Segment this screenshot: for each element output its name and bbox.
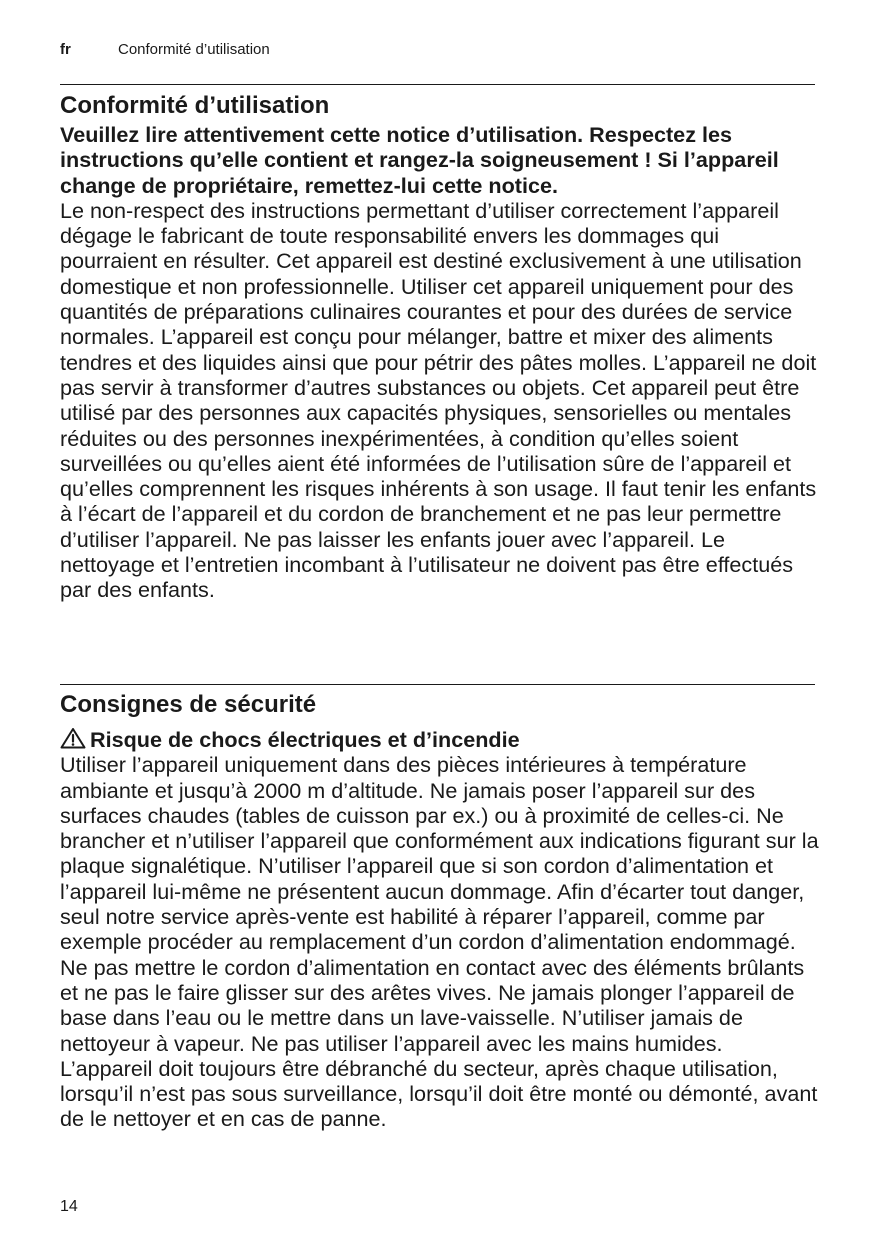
section-body-securite	[60, 727, 820, 1132]
header-divider	[60, 84, 815, 85]
warning-triangle-icon	[60, 727, 86, 749]
section-title-conformite: Conformité d’utilisation	[60, 92, 330, 119]
warning-heading-text: Risque de chocs électriques et d’incendie	[90, 727, 520, 752]
running-header	[60, 40, 815, 62]
section-title-securite: Consignes de sécurité	[60, 691, 317, 718]
conformite-paragraph: Le non-respect des instructions permettant d’utiliser correctement l’appareil dégage le fabricant de toute responsabilité envers les dommages qui pourraient en résulter. Cet appareil est destiné exclusivement à une utilisation domestique et non professionnelle. Utiliser cet appareil uniquement pour des quantités de préparations culinaires courantes et pour des durées de service normales. L’appareil est conçu pour mélanger, battre et mixer des aliments tendres et des liquides ainsi que pour pétrir des pâtes molles. L’appareil ne doit pas servir à transformer d’autres substances ou objets. Cet appareil peut être utilisé par des personnes aux capacités physiques, sensorielles ou mentales réduites ou des personnes inexpérimentées, à condition qu’elles soient surveillées ou qu’elles aient été informées de l’utilisation sûre de l’appareil et qu’elles comprennent les risques inhérents à son usage. Il faut tenir les enfants à l’écart de l’appareil et du cordon de branchement et ne pas leur permettre d’utiliser l’appareil. Ne pas laisser les enfants jouer avec l’appareil. Le nettoyage et l’entretien incombant à l’utilisateur ne doivent pas être effectués par des enfants.	[60, 197, 817, 603]
warning-heading	[60, 727, 820, 752]
section-divider	[60, 684, 815, 685]
section-body-conformite	[60, 122, 820, 603]
page-number: 14	[60, 1198, 78, 1215]
securite-paragraph: Utiliser l’appareil uniquement dans des pièces intérieures à température ambiante et jusqu’à 2000 m d’altitude. Ne jamais poser l’appareil sur des surfaces chaudes (tables de cuisson par ex.) ou à proximité de celles-ci. Ne brancher et n’utiliser l’appareil que conformément aux indications figurant sur la plaque signalétique. N’utiliser l’appareil que si son cordon d’alimentation et l’appareil lui-même ne présentent aucun dommage. Afin d’écarter tout danger, seul notre service après-vente est habilité à réparer l’appareil, comme par exemple procéder au remplacement d’un cordon d’alimentation endommagé. Ne pas mettre le cordon d’alimentation en contact avec des éléments brûlants et ne pas le faire glisser sur des arêtes vives. Ne jamais plonger l’appareil de base dans l’eau ou le mettre dans un lave-vaisselle. N’utiliser jamais de nettoyeur à vapeur. Ne pas utiliser l’appareil avec les mains humides. L’appareil doit toujours être débranché du secteur, après chaque utilisation, lorsqu’il n’est pas sous surveillance, lorsqu’il doit être monté ou démonté, avant de le nettoyer et en cas de panne.	[60, 752, 819, 1132]
chapter-name: Conformité d’utilisation	[118, 41, 270, 58]
language-code: fr	[60, 41, 71, 58]
intro-notice: Veuillez lire attentivement cette notice d’utilisation. Respectez les instructions qu’elle contient et rangez-la soigneusement ! Si l’appareil change de propriétaire, remettez-lui cette notice.	[60, 122, 779, 198]
